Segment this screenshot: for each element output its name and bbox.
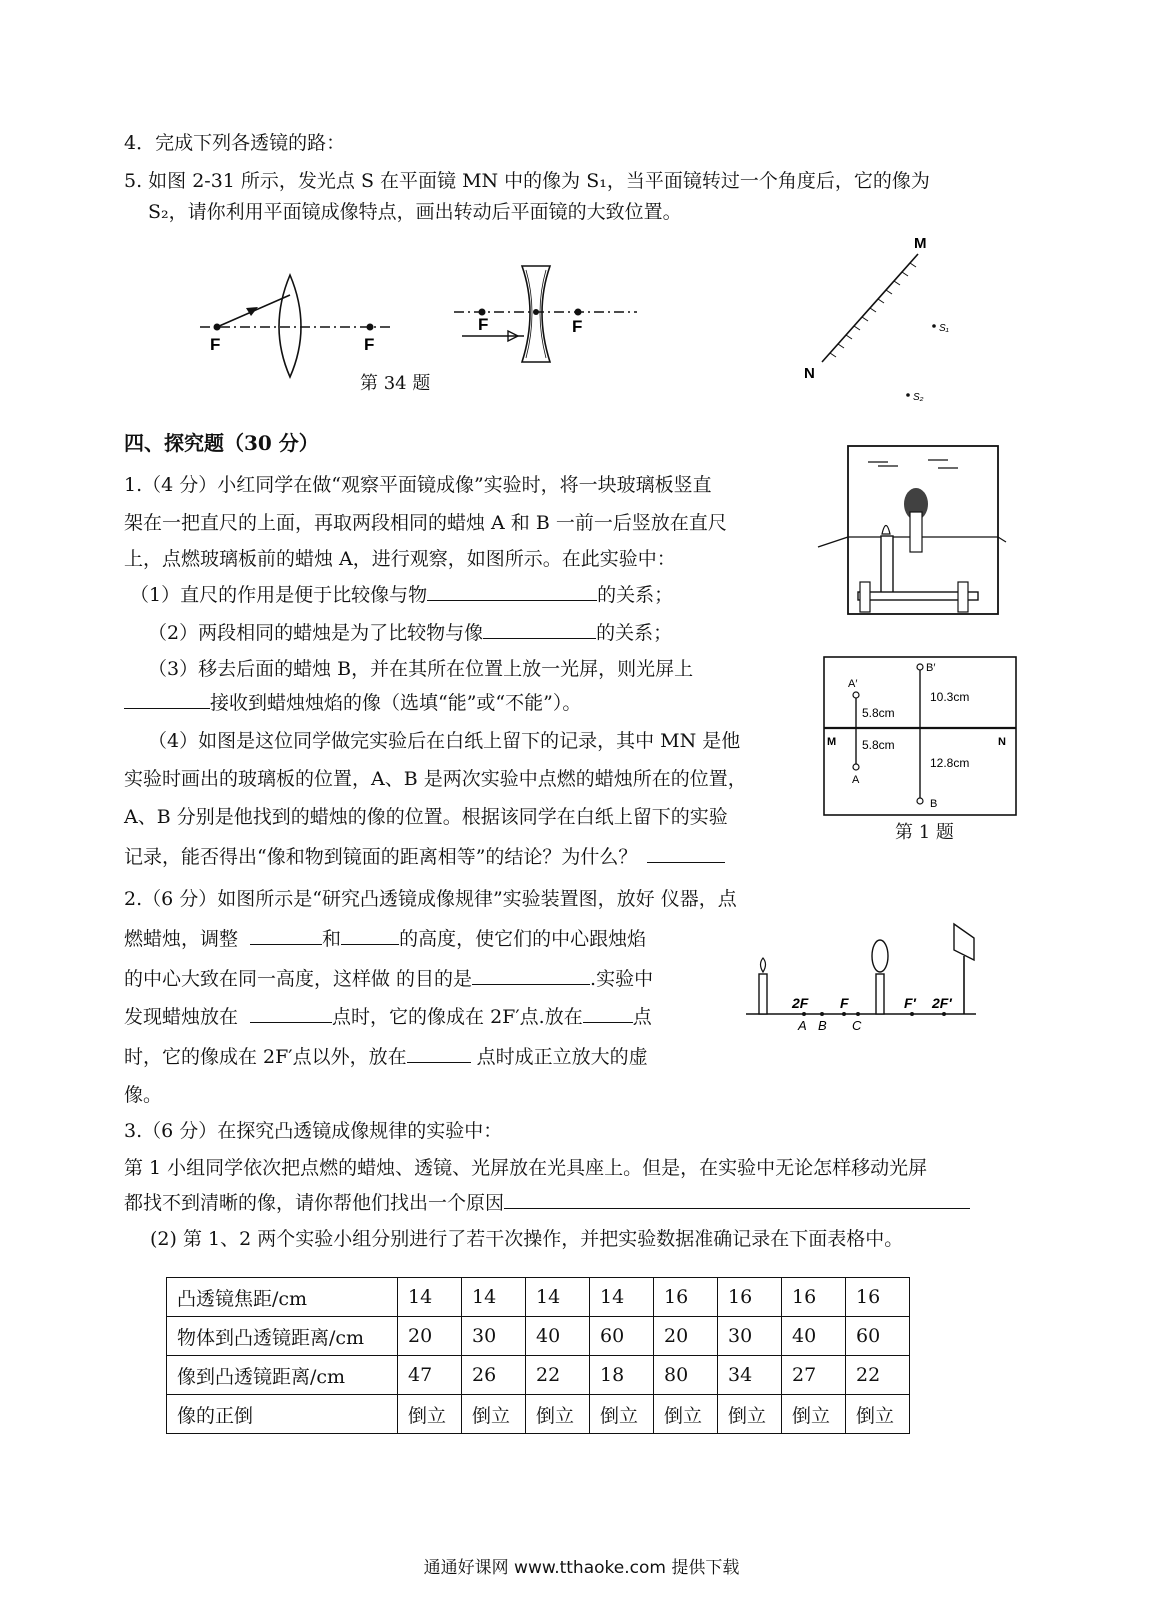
table-cell: 80 bbox=[654, 1356, 718, 1395]
answer-blank-6[interactable] bbox=[341, 926, 399, 945]
table-cell: 14 bbox=[462, 1278, 526, 1317]
p2-line4: 发现蜡烛放在 点时，它的像成在 2F′点.放在 点 bbox=[124, 1006, 652, 1028]
focus-label-left-2: F bbox=[478, 315, 489, 334]
table-cell: 34 bbox=[718, 1356, 782, 1395]
glass-plate-candle-figure bbox=[818, 442, 1008, 637]
table-cell: 30 bbox=[718, 1317, 782, 1356]
concave-lens-figure bbox=[452, 262, 642, 372]
table-cell: 倒立 bbox=[654, 1395, 718, 1434]
convex-lens-figure bbox=[190, 265, 410, 385]
p1-sub1: （1）直尺的作用是便于比较像与物 的关系； bbox=[130, 584, 674, 606]
answer-blank-8[interactable] bbox=[250, 1004, 332, 1023]
point-b: B bbox=[818, 1018, 827, 1033]
distance-a-prime: 5.8cm bbox=[862, 706, 895, 720]
answer-blank-3[interactable] bbox=[124, 690, 210, 709]
label-b: B bbox=[930, 798, 938, 810]
table-cell: 14 bbox=[398, 1278, 462, 1317]
figure-1-caption: 第 1 题 bbox=[895, 822, 954, 843]
table-cell: 60 bbox=[846, 1317, 910, 1356]
table-cell: 27 bbox=[782, 1356, 846, 1395]
label-a: A bbox=[852, 774, 860, 786]
table-cell: 倒立 bbox=[846, 1395, 910, 1434]
table-row bbox=[167, 1395, 910, 1434]
table-cell: 倒立 bbox=[590, 1395, 654, 1434]
p1-sub4-line2: 实验时画出的玻璃板的位置，A、B 是两次实验中点燃的蜡烛所在的位置， bbox=[124, 768, 747, 790]
answer-blank-11[interactable] bbox=[504, 1190, 970, 1209]
table-cell: 16 bbox=[654, 1278, 718, 1317]
label-2f-prime: 2F′ bbox=[932, 995, 952, 1011]
p1-sub4-line1: （4）如图是这位同学做完实验后在白纸上留下的记录，其中 MN 是他 bbox=[148, 730, 741, 752]
optical-bench-figure bbox=[744, 920, 980, 1032]
point-a: A bbox=[798, 1018, 807, 1033]
point-s2-label: S₂ bbox=[913, 392, 924, 403]
answer-blank-1[interactable] bbox=[427, 582, 597, 601]
question-5-line1: 5. 如图 2-31 所示，发光点 S 在平面镜 MN 中的像为 S₁，当平面镜转过一个角度后，它的像为 bbox=[124, 170, 930, 192]
answer-blank-5[interactable] bbox=[250, 926, 322, 945]
footer-text: 通通好课网 www.tthaoke.com 提供下载 bbox=[423, 1558, 740, 1578]
p2-line2: 燃蜡烛，调整 和 的高度，使它们的中心跟烛焰 bbox=[124, 928, 647, 950]
label-f: F bbox=[840, 995, 849, 1011]
label-f-prime: F′ bbox=[904, 995, 916, 1011]
table-cell: 倒立 bbox=[526, 1395, 590, 1434]
table-cell: 30 bbox=[462, 1317, 526, 1356]
table-cell: 16 bbox=[782, 1278, 846, 1317]
p3-line3: 都找不到清晰的像，请你帮他们找出一个原因 bbox=[124, 1190, 970, 1216]
point-c: C bbox=[852, 1018, 862, 1033]
p3-line1: 3.（6 分）在探究凸透镜成像规律的实验中： bbox=[124, 1120, 503, 1142]
focus-label-left: F bbox=[210, 335, 221, 354]
table-cell: 14 bbox=[526, 1278, 590, 1317]
experiment-data-table bbox=[166, 1277, 910, 1434]
table-cell: 22 bbox=[846, 1356, 910, 1395]
distance-b: 12.8cm bbox=[930, 756, 970, 770]
answer-blank-10[interactable] bbox=[407, 1044, 471, 1063]
p2-line3: 的中心大致在同一高度，这样做 的目的是 .实验中 bbox=[124, 968, 654, 990]
table-cell: 16 bbox=[718, 1278, 782, 1317]
p2-line6: 像。 bbox=[124, 1084, 163, 1106]
answer-blank-4[interactable] bbox=[647, 844, 725, 863]
table-cell: 倒立 bbox=[718, 1395, 782, 1434]
record-paper-figure bbox=[822, 655, 1018, 817]
p1-sub4-line3: A、B 分别是他找到的蜡烛的像的位置。根据该同学在白纸上留下的实验 bbox=[124, 806, 728, 828]
table-row bbox=[167, 1317, 910, 1356]
p3-line2: 第 1 小组同学依次把点燃的蜡烛、透镜、光屏放在光具座上。但是，在实验中无论怎样移动光屏 bbox=[124, 1157, 928, 1179]
table-cell: 20 bbox=[398, 1317, 462, 1356]
table-cell: 26 bbox=[462, 1356, 526, 1395]
table-row-header: 像到凸透镜距离/cm bbox=[167, 1356, 398, 1395]
p1-sub3-line2: 接收到蜡烛烛焰的像（选填“能”或“不能”）。 bbox=[124, 690, 581, 716]
table-row bbox=[167, 1356, 910, 1395]
plane-mirror-figure bbox=[800, 232, 970, 412]
mirror-label-n: N bbox=[804, 365, 815, 382]
table-row bbox=[167, 1278, 910, 1317]
table-cell: 倒立 bbox=[462, 1395, 526, 1434]
label-m: M bbox=[827, 736, 837, 748]
table-cell: 倒立 bbox=[782, 1395, 846, 1434]
p1-line1: 1.（4 分）小红同学在做“观察平面镜成像”实验时，将一块玻璃板竖直 bbox=[124, 474, 712, 496]
table-cell: 40 bbox=[782, 1317, 846, 1356]
label-a-prime: A′ bbox=[848, 678, 858, 690]
p1-line2: 架在一把直尺的上面，再取两段相同的蜡烛 A 和 B 一前一后竖放在直尺 bbox=[124, 512, 727, 534]
figure-34-caption: 第 34 题 bbox=[360, 373, 431, 394]
answer-blank-2[interactable] bbox=[483, 620, 596, 639]
table-cell: 47 bbox=[398, 1356, 462, 1395]
answer-blank-9[interactable] bbox=[583, 1004, 633, 1023]
table-cell: 60 bbox=[590, 1317, 654, 1356]
label-b-prime: B′ bbox=[926, 662, 936, 674]
label-2f: 2F bbox=[792, 995, 809, 1011]
question-5-line2: S₂，请你利用平面镜成像特点，画出转动后平面镜的大致位置。 bbox=[148, 201, 682, 223]
distance-b-prime: 10.3cm bbox=[930, 690, 970, 704]
p1-sub4-line4: 记录，能否得出“像和物到镜面的距离相等”的结论？为什么？ bbox=[124, 844, 725, 870]
p1-line3: 上，点燃玻璃板前的蜡烛 A，进行观察，如图所示。在此实验中： bbox=[124, 548, 676, 570]
table-cell: 40 bbox=[526, 1317, 590, 1356]
table-cell: 14 bbox=[590, 1278, 654, 1317]
table-cell: 18 bbox=[590, 1356, 654, 1395]
point-s1-label: S₁ bbox=[939, 323, 949, 334]
focus-label-right-2: F bbox=[572, 317, 583, 336]
p2-line5: 时，它的像成在 2F′点以外，放在 点时成正立放大的虚 bbox=[124, 1046, 648, 1068]
table-row-header: 凸透镜焦距/cm bbox=[167, 1278, 398, 1317]
p1-sub2: （2）两段相同的蜡烛是为了比较物与像 的关系； bbox=[148, 622, 673, 644]
mirror-label-m: M bbox=[914, 235, 927, 252]
p3-line4: (2) 第 1、2 两个实验小组分别进行了若干次操作，并把实验数据准确记录在下面表格中。 bbox=[150, 1228, 904, 1250]
answer-blank-7[interactable] bbox=[472, 966, 590, 985]
table-cell: 16 bbox=[846, 1278, 910, 1317]
table-cell: 倒立 bbox=[398, 1395, 462, 1434]
table-cell: 22 bbox=[526, 1356, 590, 1395]
table-row-header: 物体到凸透镜距离/cm bbox=[167, 1317, 398, 1356]
label-n: N bbox=[998, 736, 1006, 748]
table-row-header: 像的正倒 bbox=[167, 1395, 398, 1434]
p1-sub3-line1: （3）移去后面的蜡烛 B，并在其所在位置上放一光屏，则光屏上 bbox=[148, 658, 694, 680]
p2-line1: 2.（6 分）如图所示是“研究凸透镜成像规律”实验装置图，放好 仪器，点 bbox=[124, 888, 737, 910]
distance-a: 5.8cm bbox=[862, 738, 895, 752]
section-4-title: 四、探究题（30 分） bbox=[124, 431, 319, 455]
focus-label-right: F bbox=[364, 335, 375, 354]
question-4: 4．完成下列各透镜的路： bbox=[124, 132, 346, 154]
table-cell: 20 bbox=[654, 1317, 718, 1356]
